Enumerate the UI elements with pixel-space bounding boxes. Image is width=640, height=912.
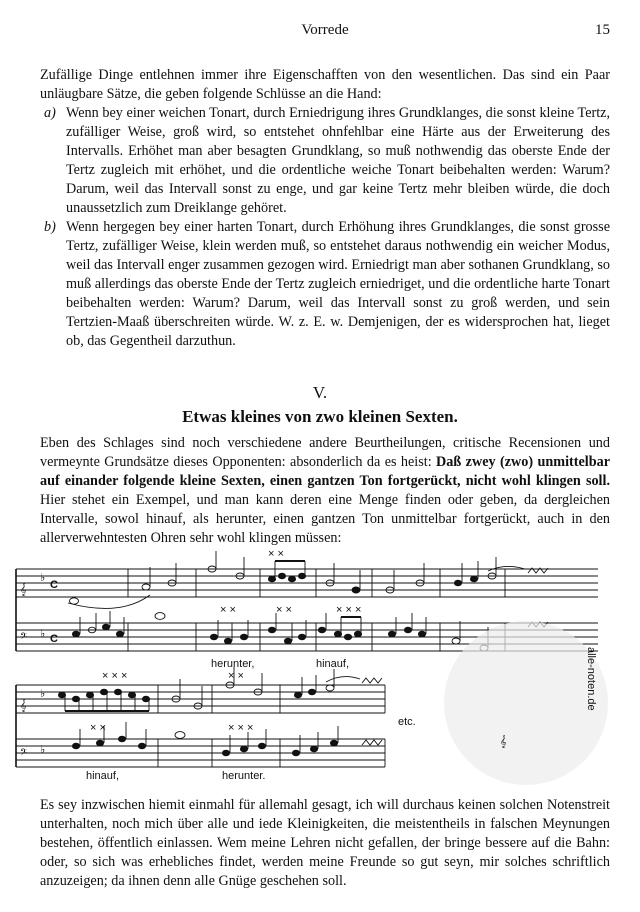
list-item-b — [40, 218, 610, 351]
svg-text:× ×: × × — [90, 722, 106, 734]
label-hinauf-2: hinauf, — [86, 770, 120, 782]
page-number: 15 — [595, 22, 610, 38]
paragraph-three: Es sey inzwischen hiemit einmahl für allemahl gesagt, ich will durchaus keinen solchen Notenstreit unterhalten, noch mich über alle und iede Kleinigkeiten, die meistentheils in falschen Meynungen bestehen, öffentlich einlassen. Wem meine Lehren nicht gefallen, der bringe bessere auf die Bahn: oder, so sich was erhebliches findet, werden meine Freunde so gut seyn, mir solches schriftlich anzuzeigen; da ihnen denn alle Gnüge geschehen soll. — [40, 797, 610, 889]
list-item-a — [40, 104, 610, 218]
svg-text:× × ×: × × × — [228, 722, 254, 734]
item-label: b) — [44, 219, 56, 235]
intro-block — [40, 66, 610, 351]
paragraph-two-end: Hier stehet ein Exempel, und man kann deren eine Menge finden oder geben, da dergleichen Intervalle, sowol hinauf, als herunter, einen gantzen Ton unmittelbar fortgerückt, auch in den allerverwehntesten Ohren sehr wohl klingen müssen: — [40, 492, 610, 546]
svg-text:♭: ♭ — [40, 628, 46, 640]
running-title: Vorrede — [301, 22, 349, 38]
watermark-logo — [444, 621, 608, 785]
svg-text:♭: ♭ — [40, 688, 46, 700]
page-header — [40, 22, 610, 42]
item-label: a) — [44, 105, 56, 121]
paragraph-two-bold: Daß zwey (zwo) unmittelbar auf einander folgende kleine Sexten, einen gantzen Ton fortgerückt, nicht wohl klingen soll. — [40, 454, 610, 489]
label-hinauf-1: hinauf, — [316, 658, 350, 670]
section-number: V. — [312, 383, 328, 402]
svg-text:× ×: × × — [228, 670, 244, 682]
svg-text:× × ×: × × × — [336, 604, 362, 616]
label-herunter-2: herunter. — [222, 770, 266, 782]
svg-text:♭: ♭ — [40, 572, 46, 584]
bass-clef-icon-2: 𝄢 — [20, 748, 28, 760]
intro-paragraph: Zufällige Dinge entlehnen immer ihre Eigenschafften von den wesentlichen. Das sind ein Paar unläugbare Sätze, die geben folgende Schlüsse an die Hand: — [40, 67, 610, 102]
system-two — [16, 667, 385, 767]
item-text: Wenn hergegen bey einer harten Tonart, durch Erhöhung ihres Grundklanges, die sonst grosse Tertz, zufälliger Weise, klein werden muß, so entstehet daraus nothwendig ein weicher Modus, weil das Intervall enger zusammen gezogen wird. Erniedrigt man aber sothanen Grundklang, so muß allerdings das oberste Ende der Tertz zugleich erniedriget, und die ordentliche harte Tonart beibehalten werden: Warum? Darum, weil das Intervall sonst zu groß werden, und sein Tertzien-Maaß überschreiten würde. W. z. E. w. Demjenigen, der es widersprochen hat, lieget ob, das Gegentheil darzuthun. — [66, 219, 610, 349]
svg-text:× ×: × × — [220, 604, 236, 616]
label-herunter-1: herunter, — [211, 658, 255, 670]
svg-text:C: C — [50, 633, 58, 645]
item-text: Wenn bey einer weichen Tonart, durch Erniedrigung ihres Grundklanges, die sonst kleine Tertz, zufälliger Weise, groß wird, so entstehet ohnfehlbar eine Härte aus der Erweiterung des Intervalls. Erhöhet man aber besagten Grundklang, so muß nothwendig das oberste Ende der Tertz zugleich mit erhöhet, und die ordentliche weiche Tonart beibehalten werden: Warum? Darum, weil das Intervall sonst zu enge, und gar keine Tertz mehr bleiben würde, die doch unaussetzlich zum Dreiklange gehöret. — [66, 105, 610, 216]
svg-text:C: C — [50, 579, 58, 591]
label-etc: etc. — [398, 716, 416, 728]
bass-clef-icon: 𝄢 — [20, 632, 28, 644]
svg-text:× ×: × × — [276, 604, 292, 616]
svg-text:× × ×: × × × — [102, 670, 128, 682]
watermark-text: alle-noten.de — [585, 647, 597, 711]
svg-text:× ×: × × — [268, 548, 284, 560]
music-example — [0, 548, 640, 790]
paragraph-two-start: Eben des Schlages sind noch verschiedene andere Beurtheilungen, critische Recensionen und vermeynte Grundsätze dieses Opponenten: absonderlich da es heist: — [40, 435, 610, 470]
treble-clef-icon-2: 𝄞 — [20, 700, 27, 712]
treble-clef-icon: 𝄞 — [20, 584, 27, 596]
treble-clef-watermark-icon: 𝄞 — [500, 736, 507, 748]
section-title: Etwas kleines von zwo kleinen Sexten. — [182, 407, 458, 426]
paragraph-two — [40, 434, 610, 548]
svg-text:♭: ♭ — [40, 744, 46, 756]
